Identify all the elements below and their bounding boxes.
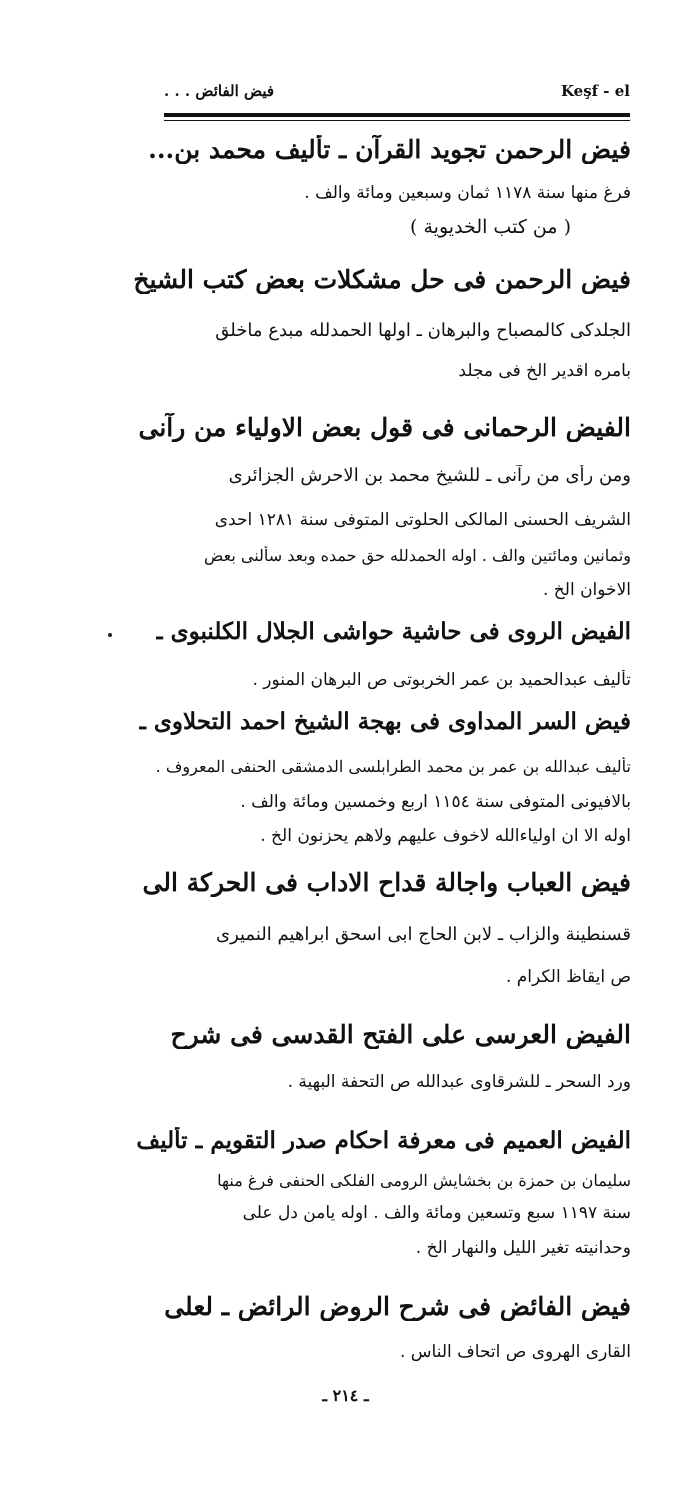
entry-3-line: الشريف الحسنى المالكى الحلوتى المتوفى سنة ١٢٨١ احدى: [214, 510, 631, 530]
entry-8-line: سنة ١١٩٧ سبع وتسعين ومائة والف . اوله يامن دل على: [242, 1203, 631, 1223]
entry-7-heading: الفيض العرسى على الفتح القدسى فى شرح: [170, 1020, 631, 1049]
header-rule-thin: [164, 120, 630, 121]
entry-3-heading: الفيض الرحمانى فى قول بعض الاولياء من رآنى: [138, 413, 631, 442]
entry-8-line: وحدانيته تغير الليل والنهار الخ .: [415, 1238, 631, 1258]
entry-3-line: وثمانين ومائتين والف . اوله الحمدلله حق حمده وبعد سألنى بعض: [204, 546, 631, 565]
header-rule-thick: [164, 113, 630, 117]
page-number: ـ ٢١٤ ـ: [322, 1386, 369, 1405]
entry-5-line: بالافيونى المتوفى سنة ١١٥٤ اربع وخمسين ومائة والف .: [240, 792, 631, 812]
entry-4-heading: الفيض الروى فى حاشية حواشى الجلال الكلنبوى ـ: [155, 618, 631, 645]
entry-3-line: الاخوان الخ .: [542, 580, 631, 600]
entry-9-heading: فيض الفائض فى شرح الروض الرائض ـ لعلى: [164, 1292, 631, 1321]
entry-9-line: القارى الهروى ص اتحاف الناس .: [399, 1342, 631, 1362]
entry-4-line: تأليف عبدالحميد بن عمر الخربوتى ص البرهان المنور .: [252, 670, 631, 690]
entry-5-line: اوله الا ان اولياءالله لاخوف عليهم ولاهم يحزنون الخ .: [260, 826, 631, 846]
running-title-right: Keşf - el: [560, 82, 630, 100]
entry-1-heading: فيض الرحمن تجويد القرآن ـ تأليف محمد بن...: [148, 135, 631, 164]
entry-6-heading: فيض العباب واجالة قداح الاداب فى الحركة الى: [142, 868, 631, 897]
entry-6-line: قسنطينة والزاب ـ لابن الحاج ابى اسحق ابراهيم النميرى: [215, 924, 631, 945]
running-header: [164, 78, 630, 110]
entry-2-heading: فيض الرحمن فى حل مشكلات بعض كتب الشيخ: [133, 265, 631, 294]
entry-6-line: ص ايقاظ الكرام .: [505, 967, 631, 987]
entry-1-line: فرغ منها سنة ١١٧٨ ثمان وسبعين ومائة والف .: [304, 183, 631, 203]
running-title: فيض الفائض . . .: [164, 82, 275, 100]
entry-3-line: ومن رأى من رآنى ـ للشيخ محمد بن الاحرش الجزائرى: [228, 465, 631, 486]
entry-5-line: تأليف عبدالله بن عمر بن محمد الطرابلسى الدمشقى الحنفى المعروف .: [155, 757, 631, 776]
margin-dot: [108, 633, 112, 637]
entry-7-line: ورد السحر ـ للشرقاوى عبدالله ص التحفة البهية .: [287, 1072, 631, 1092]
entry-2-line: بامره اقدير الخ فى مجلد: [458, 361, 631, 381]
entry-5-heading: فيض السر المداوى فى بهجة الشيخ احمد التحلاوى ـ: [139, 708, 631, 735]
entry-2-line: الجلدكى كالمصباح والبرهان ـ اولها الحمدلله مبدع ماخلق: [215, 320, 631, 341]
entry-1-source: ( من كتب الخديوية ): [410, 216, 571, 238]
entry-8-heading: الفيض العميم فى معرفة احكام صدر التقويم ـ تأليف: [136, 1127, 631, 1154]
entry-8-line: سليمان بن حمزة بن بخشايش الرومى الفلكى الحنفى فرغ منها: [217, 1171, 631, 1190]
